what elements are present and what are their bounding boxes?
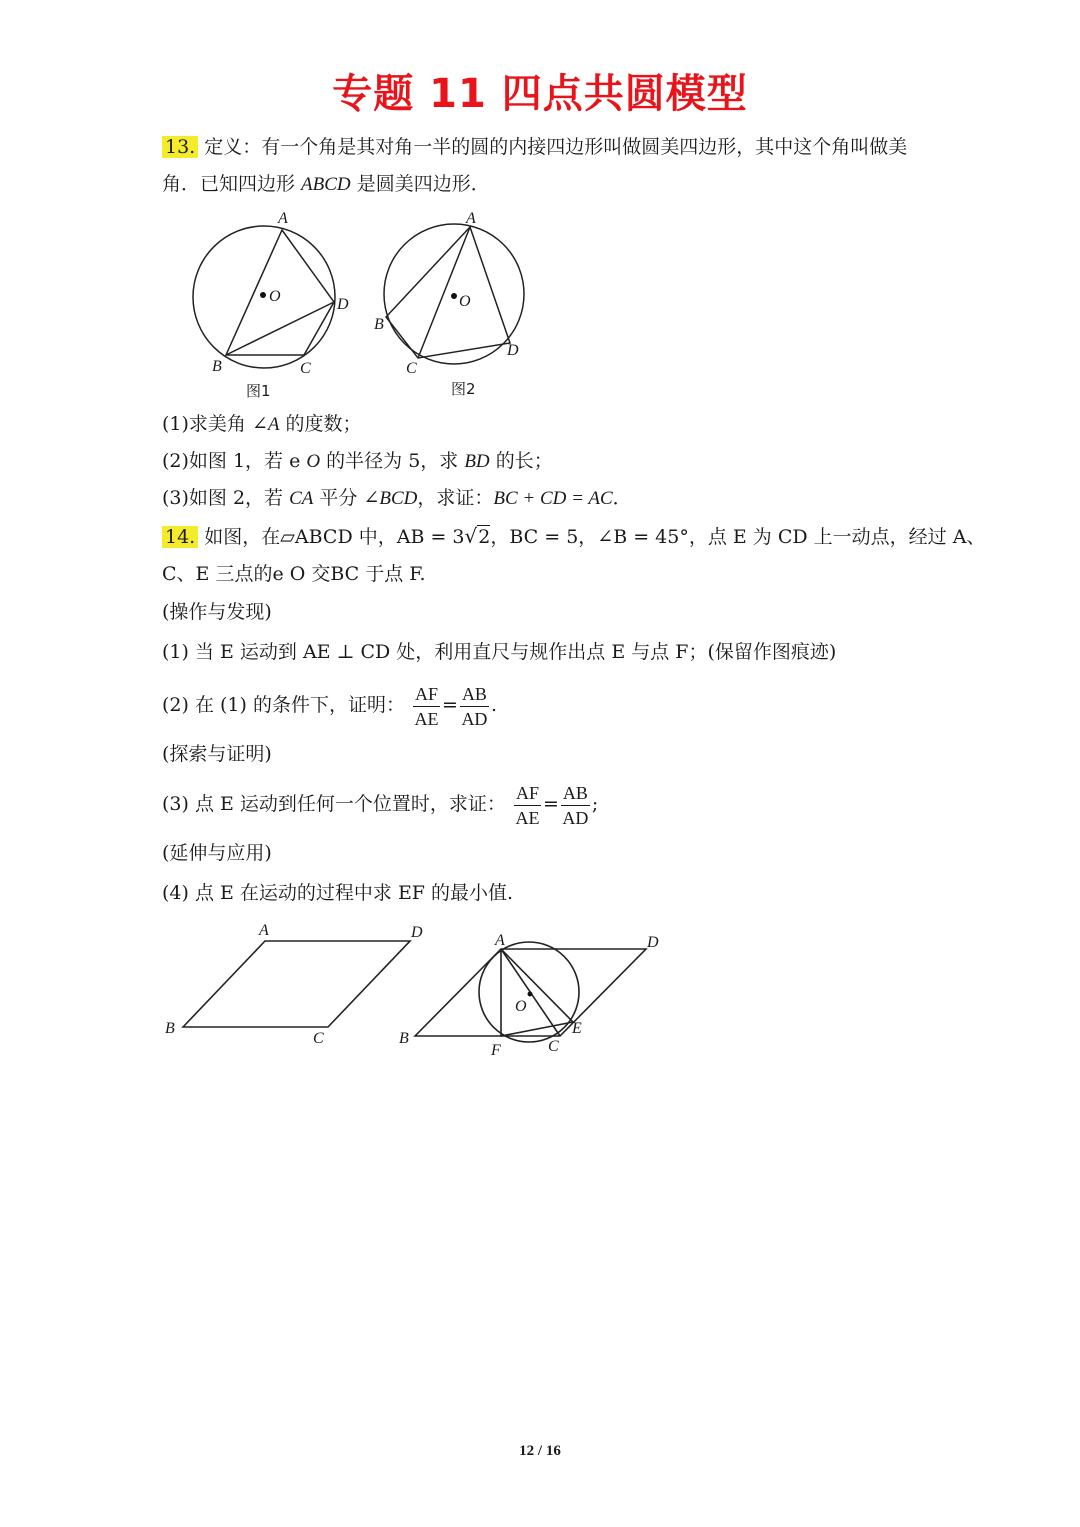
q14-number: 14.	[162, 526, 198, 548]
center-dot	[260, 292, 266, 298]
q14-heading-3: (延伸与应用)	[162, 842, 272, 864]
frac-denominator: AD	[562, 807, 589, 828]
label-c: C	[548, 1038, 559, 1055]
q13-figure-2	[368, 205, 548, 405]
q13-part2-text: (2)如图 1，若 e	[162, 450, 307, 472]
q13-figure-1	[180, 205, 360, 405]
ab-length: AB = 3	[396, 526, 465, 548]
q13-line2	[162, 171, 490, 198]
label-c: C	[300, 360, 311, 377]
q13-part3-text: ，求证：	[417, 487, 494, 509]
parallelogram-abcd	[183, 941, 410, 1027]
label-o: O	[515, 998, 527, 1015]
label-b: B	[374, 316, 384, 333]
label-e: E	[572, 1020, 582, 1037]
q13-line1	[162, 134, 907, 160]
quad-abcd	[386, 227, 510, 358]
q13-text: 角．已知四边形	[162, 173, 302, 195]
q14-text: 如图，在▱ABCD 中，	[204, 526, 397, 548]
q13-part3-text: ．	[612, 487, 632, 509]
q14-step4: (4) 点 E 在运动的过程中求 EF 的最小值.	[162, 882, 514, 904]
q14-step2	[162, 680, 497, 731]
label-b: B	[165, 1020, 175, 1037]
frac-denominator: AD	[461, 708, 488, 729]
q14-step3	[162, 779, 598, 830]
label-d: D	[411, 924, 423, 941]
label-c: C	[406, 360, 417, 377]
label-b: B	[399, 1030, 409, 1047]
center-dot	[451, 293, 457, 299]
label-a: A	[466, 210, 476, 227]
q13-part3	[162, 485, 632, 512]
q14-text: ，BC = 5，∠B = 45°，点 E 为 CD 上一动点，经过 A、	[490, 526, 986, 548]
q13-quad-name: ABCD	[301, 174, 351, 195]
fraction-ab-ad	[460, 682, 489, 731]
q13-part3-text: 平分	[313, 487, 364, 509]
diagonal-bd	[226, 302, 334, 355]
fraction-af-ae	[514, 781, 541, 830]
frac-numerator: AB	[561, 781, 590, 806]
q14-step1: (1) 当 E 运动到 AE ⊥ CD 处，利用直尺与规作出点 E 与点 F；(保留作图痕迹)	[162, 641, 837, 663]
segment-ca: CA	[289, 488, 314, 509]
segment-bd: BD	[464, 451, 490, 472]
label-o: O	[459, 293, 471, 310]
label-o: O	[269, 288, 281, 305]
fig2-caption: 图2	[451, 380, 476, 398]
equals-sign: =	[442, 694, 458, 716]
fig1-caption: 图1	[246, 382, 271, 400]
page-number: 12 / 16	[519, 1443, 561, 1459]
q14-line1	[162, 523, 985, 550]
label-a: A	[259, 922, 269, 939]
label-d: D	[647, 934, 659, 951]
q13-number: 13.	[162, 136, 198, 158]
period: .	[490, 694, 497, 716]
label-d: D	[507, 342, 519, 359]
frac-numerator: AB	[460, 682, 489, 707]
q14-heading-1: (操作与发现)	[162, 601, 272, 623]
angle-bcd: ∠BCD	[363, 488, 418, 509]
label-f: F	[491, 1042, 501, 1059]
equals-sign: =	[542, 793, 559, 815]
fraction-ab-ad	[561, 781, 590, 830]
frac-denominator: AE	[414, 708, 439, 729]
page-title: 专题 11 四点共圆模型	[332, 71, 748, 117]
label-c: C	[313, 1030, 324, 1047]
equation: BC + CD = AC	[493, 488, 613, 509]
q13-part2-text: 的半径为 5，求	[320, 450, 465, 472]
circle-name: O	[306, 451, 321, 472]
label-a: A	[495, 932, 505, 949]
frac-numerator: AF	[514, 781, 541, 806]
frac-denominator: AE	[515, 807, 540, 828]
q13-part1	[162, 411, 362, 438]
q14-heading-2: (探索与证明)	[162, 743, 272, 765]
q14-step2-text: (2) 在 (1) 的条件下，证明：	[162, 694, 405, 716]
label-d: D	[337, 296, 349, 313]
q13-text: 是圆美四边形．	[350, 173, 490, 195]
frac-numerator: AF	[413, 682, 440, 707]
q13-part1-text: (1)求美角	[162, 413, 252, 435]
q13-part3-text: (3)如图 2，若	[162, 487, 290, 509]
center-dot	[528, 992, 533, 997]
q13-part1-text: 的度数；	[279, 413, 362, 435]
q14-step3-text: (3) 点 E 运动到任何一个位置时，求证：	[162, 793, 506, 815]
segment-ae	[501, 949, 573, 1022]
sqrt-argument: 2	[478, 526, 491, 548]
sqrt-sign: √	[464, 524, 478, 548]
q13-part2	[162, 448, 553, 475]
angle-a: ∠A	[251, 414, 280, 435]
semicolon: ;	[591, 793, 599, 815]
q14-figure-circle	[395, 925, 675, 1060]
q13-part2-text: 的长；	[489, 450, 553, 472]
fraction-af-ae	[413, 682, 440, 731]
q14-line2: C、E 三点的e O 交BC 于点 F.	[162, 563, 426, 585]
label-b: B	[212, 358, 222, 375]
q13-definition: 定义：有一个角是其对角一半的圆的内接四边形叫做圆美四边形，其中这个角叫做美	[204, 136, 908, 158]
label-a: A	[278, 210, 288, 227]
